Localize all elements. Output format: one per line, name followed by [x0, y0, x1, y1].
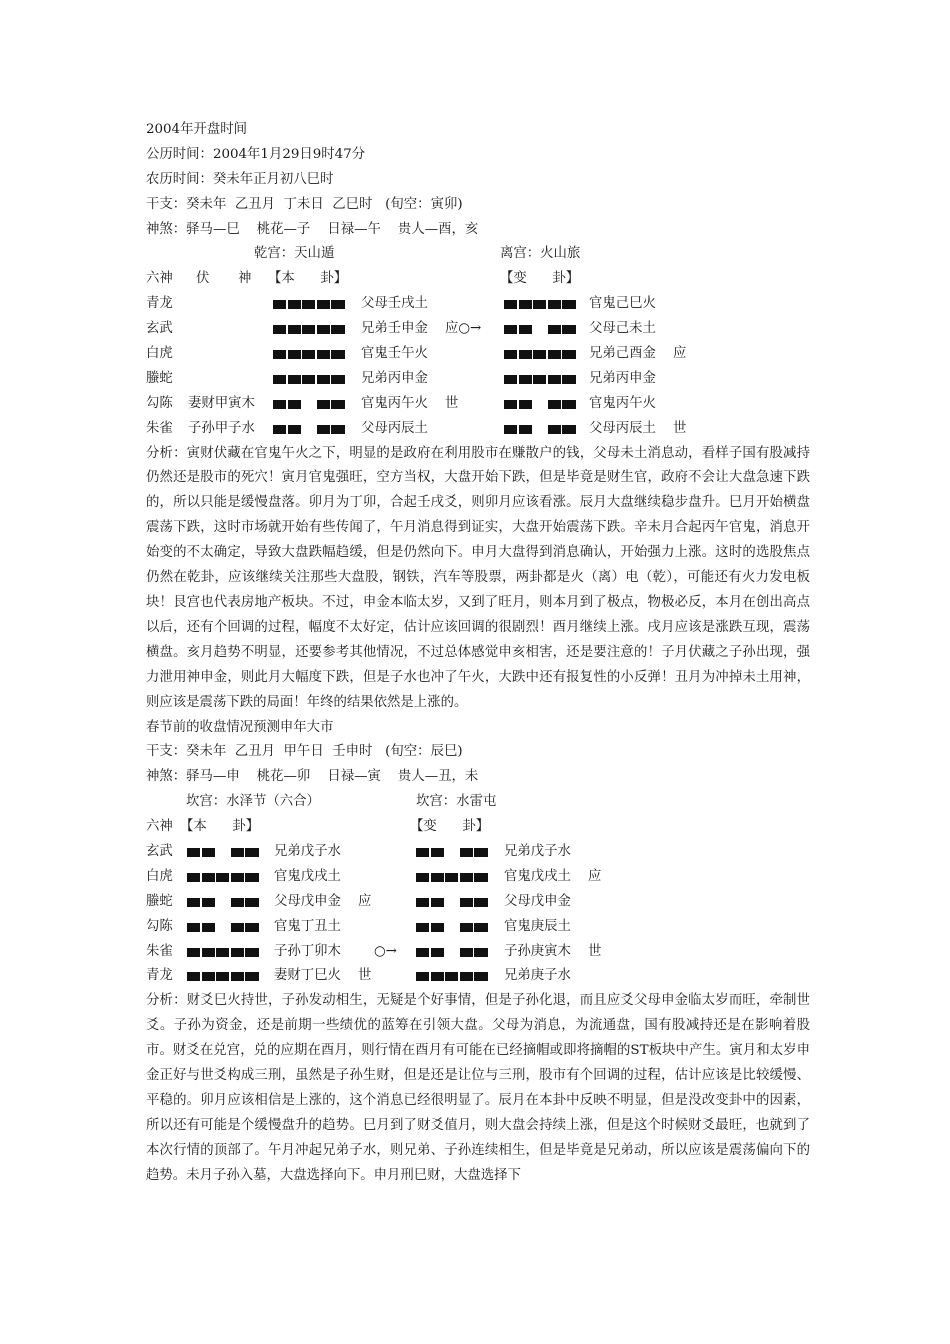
yang-line: [416, 873, 488, 882]
analysis-paragraph: 分析：寅财伏藏在官鬼午火之下，明显的是政府在利用股市在赚散户的钱，父母未土消息动，看样子国有股减持仍然还是股市的死穴！寅月官鬼强旺，空方当权，大盘开始下跌，但是毕竟是财生官，政府不会让大盘急速下跌的，所以只能是缓慢盘落。卯月为丁卯，合起壬戌爻，则卯月应该看涨。辰月大盘继续稳步盘升。巳月开始横盘震荡下跌，这时市场就开始有些传闻了，午月消息得到证实，大盘开始震荡下跌。辛未月合起丙午官鬼，消息开始变的不太确定，导致大盘跌幅趋缓，但是仍然向下。申月大盘得到消息确认，开始强力上涨。这时的选股焦点仍然在乾卦，应该继续关注那些大盘股，钢铁，汽车等股票，两卦都是火（离）电（乾），可能还有火力发电板块！艮宫也代表房地产板块。不过，申金本临太岁，又到了旺月，则本月到了极点，物极必反，本月在创出高点以后，还有个回调的过程，幅度不太好定，估计应该回调的很剧烈！酉月继续上涨。戌月应该是涨跌互现，震荡横盘。亥月趋势不明显，还要参考其他情况，不过总体感觉申亥相害，还是要注意的！子月伏藏之子孙出现，强力泄用神申金，则此月大幅度下跌，但是子水也冲了午火，大跌中还有报复性的小反弹！丑月为冲掉未土用神，则应该是震荡下跌的局面！年终的结果依然是上涨的。: [146, 445, 810, 710]
ben-gua-yao-label: 兄弟戊子水: [274, 844, 341, 859]
ben-gua-header: 【本 卦】: [268, 271, 348, 287]
yang-line: [273, 375, 345, 384]
yin-line: [187, 923, 259, 932]
gua-row: [146, 940, 810, 965]
liushen-label: 玄武: [146, 321, 173, 337]
liushen-label: 白虎: [146, 868, 173, 884]
yin-line: [504, 325, 576, 334]
ben-gua-yao-label: 妻财丁巳火 世: [274, 968, 372, 984]
bian-gua-header: 【变 卦】: [410, 819, 490, 835]
bian-gua-yao-label: 子孙庚寅木 世: [504, 943, 602, 959]
bian-gua-palace: 离宫：火山旅: [500, 246, 581, 262]
yin-line: [187, 898, 259, 907]
ben-gua-palace: 坎宫：水泽节（六合）: [186, 794, 320, 810]
ganzhi-line: 干支：癸未年 乙丑月 甲午日 壬申时 (旬空：辰巳): [146, 744, 463, 760]
gua-palace-header: [146, 790, 810, 815]
bian-gua-yao-label: 官鬼丙午火: [589, 395, 656, 411]
section-title: 2004年开盘时间: [146, 122, 248, 137]
yin-line: [504, 400, 576, 409]
bian-gua-yao-label: 父母丙辰土 世: [589, 420, 687, 436]
shen-header: 神: [238, 271, 252, 287]
bian-gua-yao-label: 官鬼戊戌土 应: [504, 868, 602, 884]
ben-gua-yao-label: 官鬼丁丑土: [274, 918, 341, 934]
gua-column-header: [146, 267, 810, 292]
bian-gua-yao-label: 父母己未土: [589, 321, 656, 337]
liushen-label: 青龙: [146, 968, 173, 984]
bian-gua-yao-label: 兄弟己酉金 应: [589, 346, 687, 362]
liushen-label: 勾陈: [146, 918, 173, 934]
gua-palace-header: [146, 242, 810, 267]
liushen-label: 螣蛇: [146, 893, 173, 909]
yin-line: [187, 848, 259, 857]
yin-line: [273, 425, 345, 434]
liushen-label: 勾陈: [146, 395, 173, 411]
gua-row: [146, 292, 810, 317]
yang-line: [273, 300, 345, 309]
yang-line: [504, 350, 576, 359]
yang-line: [504, 300, 576, 309]
yang-line: [273, 350, 345, 359]
liushen-label: 玄武: [146, 844, 173, 859]
ben-gua-yao-label: 父母戊申金 应: [274, 893, 372, 909]
fushen-label: 子孙甲子水: [188, 420, 255, 436]
ben-gua-yao-label: 父母丙辰土: [361, 420, 428, 436]
bian-gua-yao-label: 兄弟戊子水: [504, 844, 571, 859]
liushen-label: 朱雀: [146, 943, 173, 959]
gua-row: [146, 865, 810, 890]
gregorian-time: 公历时间：2004年1月29日9时47分: [146, 146, 366, 162]
gua-row: [146, 367, 810, 392]
yin-line: [416, 848, 488, 857]
bian-gua-palace: 坎宫：水雷屯: [416, 794, 497, 810]
ganzhi-line: 干支：癸未年 乙丑月 丁未日 乙巳时 (旬空：寅卯): [146, 196, 463, 212]
bian-gua-yao-label: 兄弟庚子水: [504, 968, 571, 984]
yang-line: [273, 325, 345, 334]
ben-gua-yao-label: 兄弟丙申金: [361, 370, 428, 386]
gua-row: [146, 417, 810, 442]
yang-line: [187, 972, 259, 981]
liushen-label: 螣蛇: [146, 370, 173, 386]
moving-marker: ○→: [374, 943, 397, 959]
bian-gua-yao-label: 父母戊申金: [504, 893, 571, 909]
gua-row: [146, 392, 810, 417]
bian-gua-yao-label: 官鬼己巳火: [589, 296, 656, 312]
bian-gua-header: 【变 卦】: [500, 271, 580, 287]
yin-line: [416, 923, 488, 932]
yang-line: [187, 948, 259, 957]
yin-line: [416, 898, 488, 907]
liushen-label: 青龙: [146, 296, 173, 312]
liushen-header: 六神: [146, 271, 173, 287]
liushen-label: 朱雀: [146, 420, 173, 436]
ben-gua-yao-label: 官鬼戊戌土: [274, 868, 341, 884]
bian-gua-yao-label: 官鬼庚辰土: [504, 918, 571, 934]
ben-gua-yao-label: 兄弟壬申金 应○→: [361, 321, 482, 337]
yang-line: [416, 972, 488, 981]
gua-row: [146, 915, 810, 940]
document-page: [146, 118, 810, 1189]
yin-line: [416, 948, 488, 957]
yang-line: [504, 375, 576, 384]
fushen-label: 妻财甲寅木: [188, 395, 255, 411]
gua-row: [146, 317, 810, 342]
shensha-line: 神煞：驿马—巳 桃花—子 日禄—午 贵人—酉，亥: [146, 221, 479, 237]
gua-row: [146, 342, 810, 367]
gua2-table: [146, 840, 810, 989]
gua-row: [146, 964, 810, 989]
ben-gua-palace: 乾宫：天山遁: [254, 246, 335, 262]
gua-row: [146, 840, 810, 865]
gua1-table: [146, 292, 810, 441]
ben-gua-yao-label: 官鬼壬午火: [361, 346, 428, 362]
ben-gua-yao-label: 父母壬戌土: [361, 296, 428, 312]
analysis-paragraph: 分析：财爻巳火持世，子孙发动相生，无疑是个好事情，但是子孙化退，而且应爻父母申金临太岁而旺，牵制世爻。子孙为资金，还是前期一些绩优的蓝筹在引领大盘。父母为消息，为流通盘，国有股减持还是在影响着股市。财爻在兑宫，兑的应期在酉月，则行情在酉月有可能在已经摘帽或即将摘帽的ST板块中产生。寅月和太岁申金正好与世爻构成三刑，虽然是子孙生财，但是还是让位与三刑，股市有个回调的过程，估计应该是比较缓慢、平稳的。卯月应该相信是上涨的，这个消息已经很明显了。辰月在本卦中反映不明显，但是没改变卦中的因素，所以还有可能是个缓慢盘升的趋势。巳月到了财爻值月，则大盘会持续上涨，但是这个时候财爻最旺，也就到了本次行情的顶部了。午月冲起兄弟子水，则兄弟、子孙连续相生，但是毕竟是兄弟动，所以应该是震荡偏向下的趋势。未月子孙入墓，大盘选择向下。申月刑巳财，大盘选择下: [146, 993, 810, 1183]
section-title: 春节前的收盘情况预测申年大市: [146, 719, 334, 735]
liushen-label: 白虎: [146, 346, 173, 362]
yang-line: [187, 873, 259, 882]
ben-gua-header: 【本 卦】: [180, 819, 260, 835]
gua-column-header: [146, 815, 810, 840]
ben-gua-yao-label: 子孙丁卯木: [274, 943, 341, 959]
fu-header: 伏: [196, 271, 210, 287]
bian-gua-yao-label: 兄弟丙申金: [589, 370, 656, 386]
yin-line: [504, 425, 576, 434]
yin-line: [273, 400, 345, 409]
gua-row: [146, 890, 810, 915]
shensha-line: 神煞：驿马—申 桃花—卯 日禄—寅 贵人—丑，未: [146, 769, 479, 785]
lunar-time: 农历时间：癸未年正月初八巳时: [146, 171, 334, 187]
ben-gua-yao-label: 官鬼丙午火 世: [361, 395, 459, 411]
liushen-header: 六神: [146, 819, 173, 835]
